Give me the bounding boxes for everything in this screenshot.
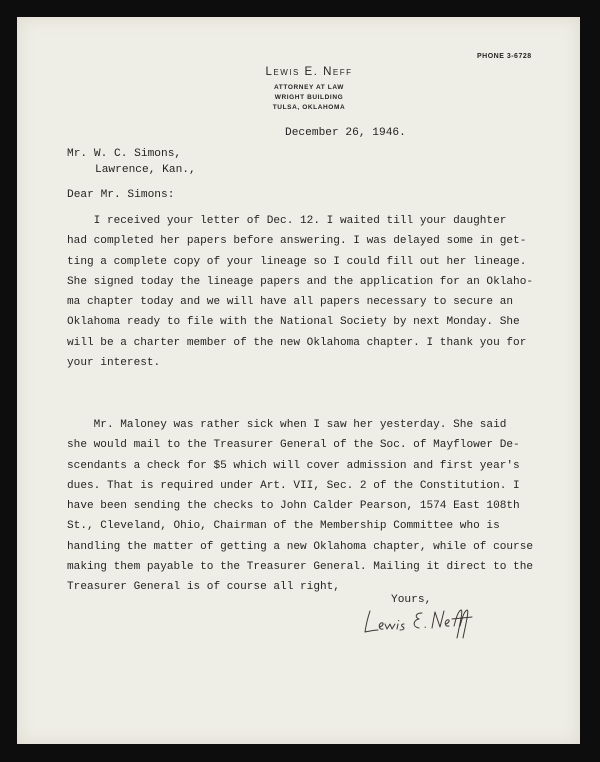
body-line: ma chapter today and we will have all papers necessary to secure an xyxy=(67,296,514,309)
body-line: I received your letter of Dec. 12. I waited till your daughter xyxy=(67,215,507,227)
letterhead-title: ATTORNEY AT LAW xyxy=(273,84,345,91)
letterhead-phone: PHONE 3-6728 xyxy=(477,53,532,60)
paragraph-2 xyxy=(67,415,567,598)
body-line: She signed today the lineage papers and the application for an Oklaho- xyxy=(67,275,534,288)
letterhead-city: TULSA, OKLAHOMA xyxy=(272,104,346,111)
body-line: Oklahoma ready to file with the National Society by next Monday. She xyxy=(67,316,520,329)
handwritten-signature xyxy=(362,605,482,639)
letterhead-building: WRIGHT BUILDING xyxy=(274,94,344,101)
letter-page xyxy=(17,17,580,744)
body-line: St., Cleveland, Ohio, Chairman of the Membership Committee who is xyxy=(67,520,500,533)
body-line: she would mail to the Treasurer General of the Soc. of Mayflower De- xyxy=(67,439,520,452)
body-line: have been sending the checks to John Calder Pearson, 1574 East 108th xyxy=(67,500,520,513)
salutation: Dear Mr. Simons: xyxy=(67,189,175,201)
letterhead-name: Lewis E. Neff xyxy=(265,66,353,78)
paragraph-1 xyxy=(67,211,567,373)
body-line: ting a complete copy of your lineage so I could fill out her lineage. xyxy=(67,255,527,268)
body-line: your interest. xyxy=(67,357,161,370)
body-line: handling the matter of getting a new Oklahoma chapter, while of course xyxy=(67,540,534,553)
body-line: Mr. Maloney was rather sick when I saw her yesterday. She said xyxy=(67,419,507,431)
body-line: dues. That is required under Art. VII, Sec. 2 of the Constitution. I xyxy=(67,479,520,492)
body-line: had completed her papers before answering. I was delayed some in get- xyxy=(67,235,527,248)
letter-date: December 26, 1946. xyxy=(285,127,406,139)
body-line: Treasurer General is of course all right, xyxy=(67,581,340,594)
recipient-city: Lawrence, Kan., xyxy=(95,164,196,176)
body-line: scendants a check for $5 which will cover admission and first year's xyxy=(67,459,520,472)
body-line: making them payable to the Treasurer General. Mailing it direct to the xyxy=(67,561,534,574)
closing: Yours, xyxy=(391,594,432,606)
body-line: will be a charter member of the new Oklahoma chapter. I thank you for xyxy=(67,336,527,349)
recipient-name: Mr. W. C. Simons, xyxy=(67,148,182,160)
